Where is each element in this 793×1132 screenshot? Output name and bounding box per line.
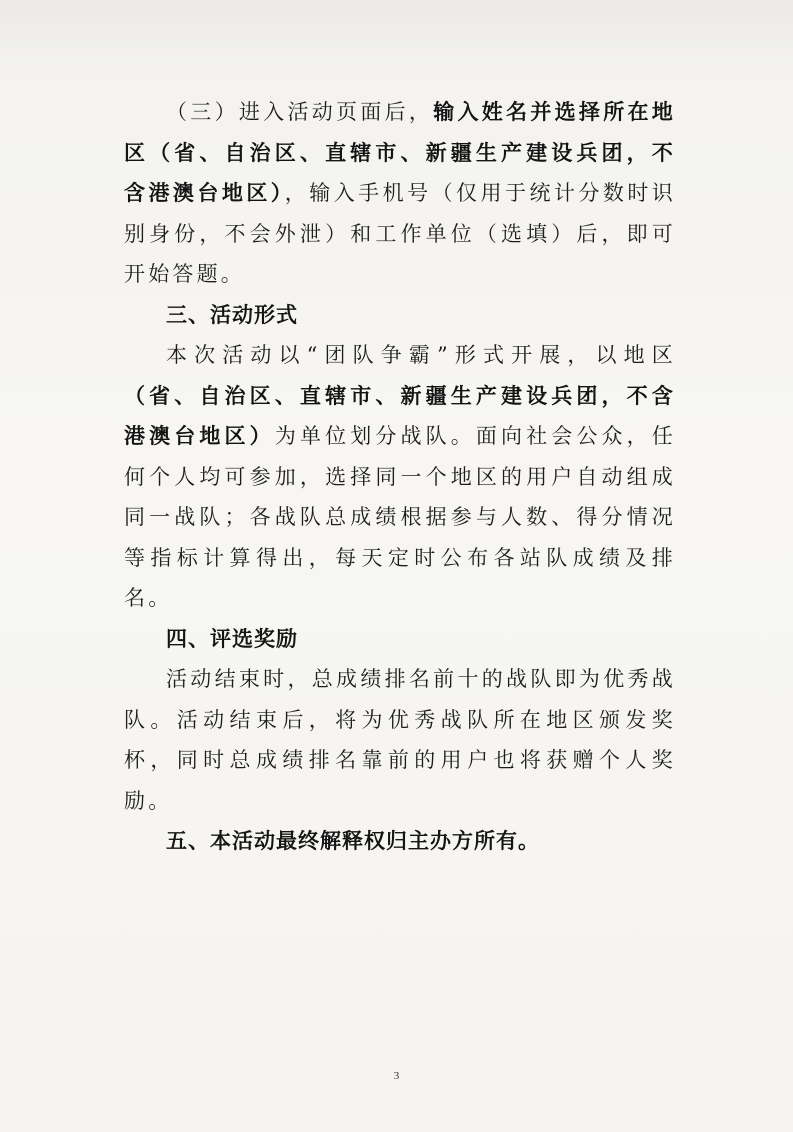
activity-form-bold: （省、自治区、直辖市、新疆生产建设兵团，不含港澳台地区） xyxy=(124,383,676,448)
entry-steps-prefix: （三）进入活动页面后， xyxy=(166,100,434,124)
activity-form-prefix: 本次活动以“团队争霸”形式开展，以地区 xyxy=(166,343,676,367)
heading-activity-form: 三、活动形式 xyxy=(166,302,298,327)
heading-awards: 四、评选奖励 xyxy=(166,626,298,651)
paragraph-entry-steps xyxy=(124,92,676,295)
entry-steps-suffix: ，输入手机号（仅用于统计分数时识别身份，不会外泄）和工作单位（选填）后，即可开始答题。 xyxy=(124,181,676,286)
paragraph-awards: 活动结束时，总成绩排名前十的战队即为优秀战队。活动结束后，将为优秀战队所在地区颁发奖杯，同时总成绩排名靠前的用户也将获赠个人奖励。 xyxy=(124,667,676,813)
activity-form-suffix: 为单位划分战队。面向社会公众，任何个人均可参加，选择同一个地区的用户自动组成同一战队；各战队总成绩根据参与人数、得分情况等指标计算得出，每天定时公布各站队成绩及排名。 xyxy=(124,424,677,610)
heading-interpretation: 五、本活动最终解释权归主办方所有。 xyxy=(166,829,540,853)
entry-steps-bold: 输入姓名并选择所在地区（省、自治区、直辖市、新疆生产建设兵团，不含港澳台地区） xyxy=(124,100,676,205)
page-number: 3 xyxy=(393,1070,400,1082)
paragraph-activity-form xyxy=(124,335,676,619)
document-body xyxy=(124,92,676,862)
scan-shade xyxy=(0,0,793,70)
